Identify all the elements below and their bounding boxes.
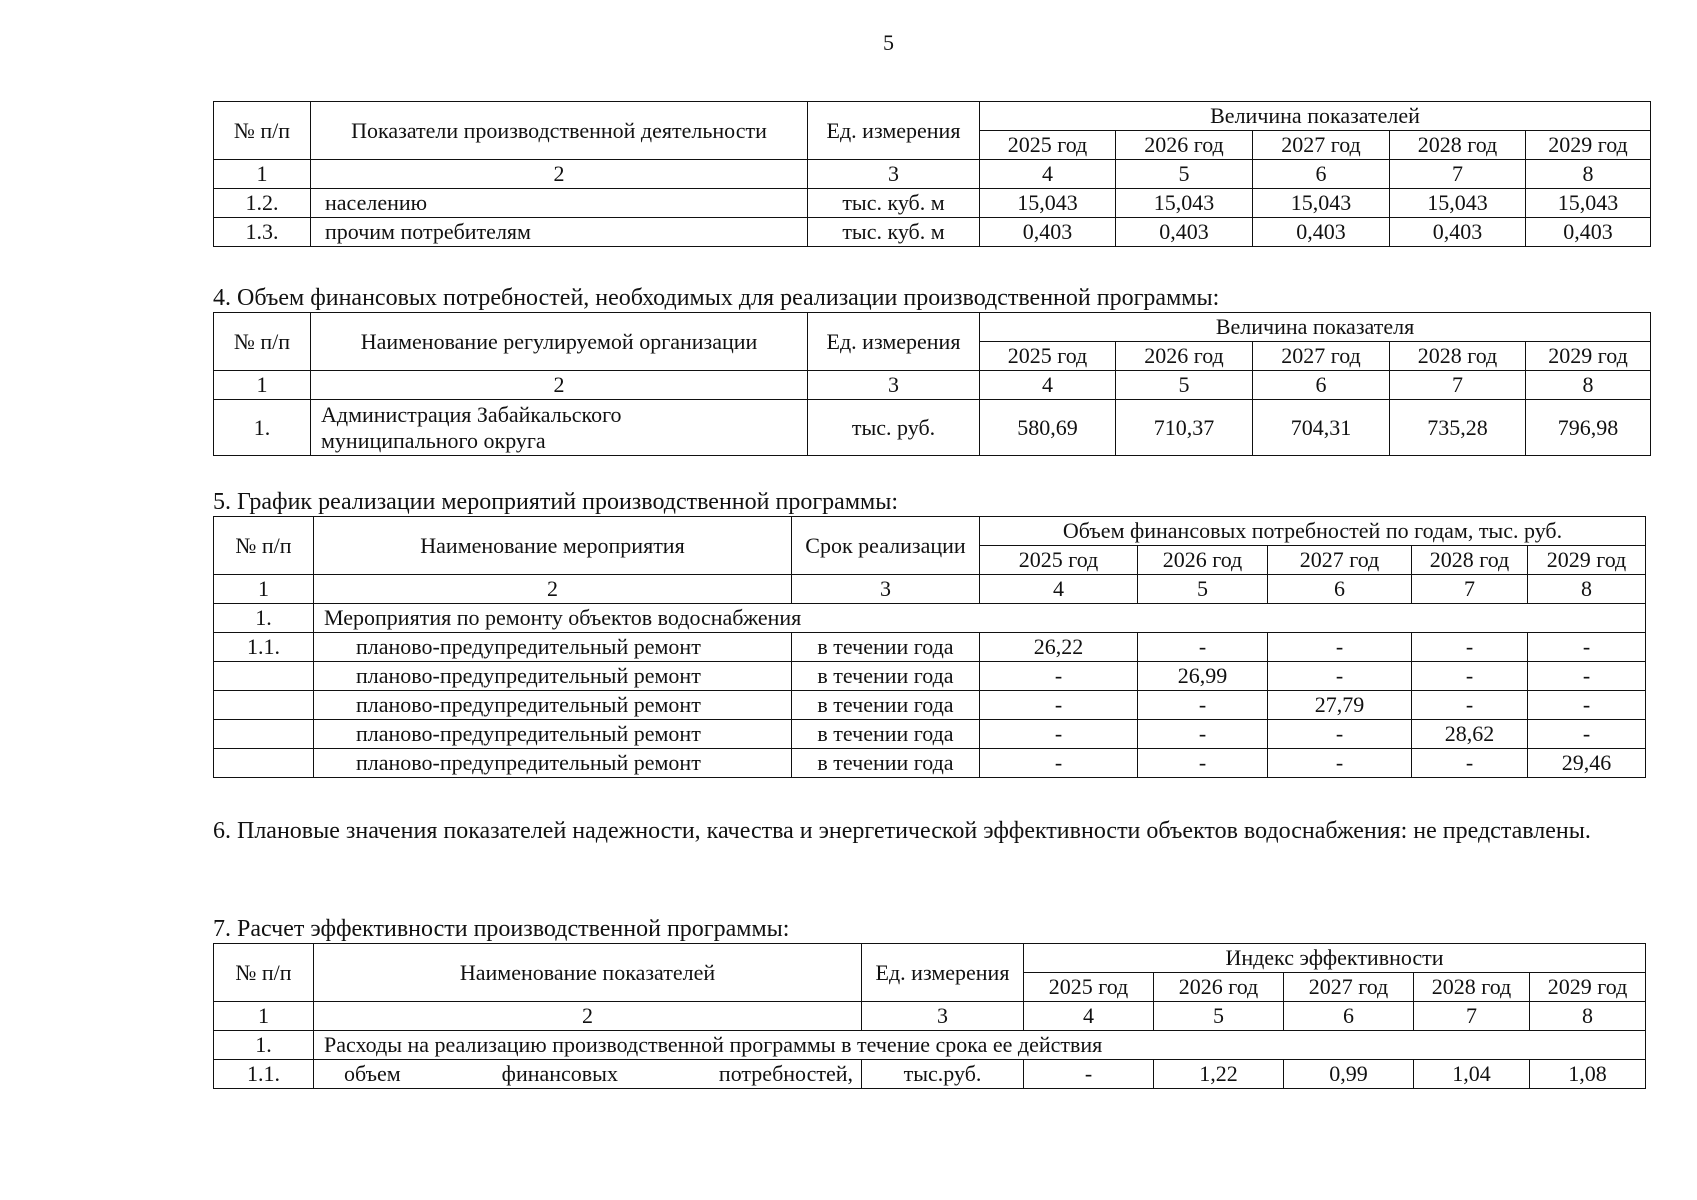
row-name: населению bbox=[311, 189, 808, 218]
row-value: - bbox=[1268, 720, 1412, 749]
header-num: № п/п bbox=[214, 944, 314, 1002]
row-value: 15,043 bbox=[1253, 189, 1390, 218]
col-number: 1 bbox=[214, 575, 314, 604]
col-number: 4 bbox=[980, 371, 1116, 400]
col-number: 1 bbox=[214, 160, 311, 189]
row-value: - bbox=[1412, 662, 1528, 691]
table-row bbox=[214, 749, 1646, 778]
header-unit: Ед. измерения bbox=[808, 102, 980, 160]
header-year: 2026 год bbox=[1116, 131, 1253, 160]
header-name: Показатели производственной деятельности bbox=[311, 102, 808, 160]
header-unit: Ед. измерения bbox=[862, 944, 1024, 1002]
row-value: - bbox=[1024, 1060, 1154, 1089]
table-row bbox=[214, 720, 1646, 749]
production-indicators-table bbox=[213, 101, 1651, 247]
col-number: 5 bbox=[1154, 1002, 1284, 1031]
table-row bbox=[214, 1060, 1646, 1089]
col-number: 7 bbox=[1412, 575, 1528, 604]
header-num: № п/п bbox=[214, 313, 311, 371]
row-unit: тыс.руб. bbox=[862, 1060, 1024, 1089]
row-value: 29,46 bbox=[1528, 749, 1646, 778]
section-7-title: 7. Расчет эффективности производственной программы: bbox=[213, 916, 790, 942]
header-year: 2029 год bbox=[1526, 131, 1651, 160]
col-number: 5 bbox=[1138, 575, 1268, 604]
row-value: 28,62 bbox=[1412, 720, 1528, 749]
row-value: 26,99 bbox=[1138, 662, 1268, 691]
row-value: 796,98 bbox=[1526, 400, 1651, 456]
row-value: 0,403 bbox=[1116, 218, 1253, 247]
row-value: 0,99 bbox=[1284, 1060, 1414, 1089]
financial-needs-table bbox=[213, 312, 1651, 456]
row-value: - bbox=[1138, 720, 1268, 749]
row-unit: тыс. куб. м bbox=[808, 189, 980, 218]
table-row bbox=[214, 633, 1646, 662]
row-value: - bbox=[1138, 691, 1268, 720]
header-year: 2029 год bbox=[1530, 973, 1646, 1002]
header-year: 2027 год bbox=[1253, 131, 1390, 160]
row-term: в течении года bbox=[792, 691, 980, 720]
row-value: - bbox=[980, 720, 1138, 749]
row-num: 1. bbox=[214, 400, 311, 456]
row-name: Администрация Забайкальского муниципального округа bbox=[311, 400, 808, 456]
row-name: планово-предупредительный ремонт bbox=[314, 691, 792, 720]
column-numbers-row bbox=[214, 371, 1651, 400]
row-term: в течении года bbox=[792, 720, 980, 749]
row-value: - bbox=[1412, 749, 1528, 778]
row-value: 26,22 bbox=[980, 633, 1138, 662]
activities-schedule-table bbox=[213, 516, 1646, 778]
column-numbers-row bbox=[214, 160, 1651, 189]
col-number: 7 bbox=[1390, 371, 1526, 400]
row-value: 704,31 bbox=[1253, 400, 1390, 456]
row-value: - bbox=[1138, 633, 1268, 662]
efficiency-table bbox=[213, 943, 1646, 1089]
header-year: 2028 год bbox=[1390, 342, 1526, 371]
header-year: 2028 год bbox=[1414, 973, 1530, 1002]
col-number: 7 bbox=[1390, 160, 1526, 189]
header-year: 2025 год bbox=[980, 546, 1138, 575]
col-number: 2 bbox=[314, 575, 792, 604]
row-name: прочим потребителям bbox=[311, 218, 808, 247]
row-value: 710,37 bbox=[1116, 400, 1253, 456]
row-unit: тыс. куб. м bbox=[808, 218, 980, 247]
header-year: 2026 год bbox=[1116, 342, 1253, 371]
header-name: Наименование показателей bbox=[314, 944, 862, 1002]
col-number: 5 bbox=[1116, 371, 1253, 400]
row-unit: тыс. руб. bbox=[808, 400, 980, 456]
row-value: 0,403 bbox=[1390, 218, 1526, 247]
row-value: 580,69 bbox=[980, 400, 1116, 456]
header-group: Величина показателей bbox=[980, 102, 1651, 131]
col-number: 6 bbox=[1253, 371, 1390, 400]
row-value: - bbox=[1412, 633, 1528, 662]
row-value: 1,04 bbox=[1414, 1060, 1530, 1089]
col-number: 3 bbox=[808, 371, 980, 400]
table-row bbox=[214, 189, 1651, 218]
row-name: планово-предупредительный ремонт bbox=[314, 662, 792, 691]
row-value: 15,043 bbox=[980, 189, 1116, 218]
col-number: 5 bbox=[1116, 160, 1253, 189]
col-number: 8 bbox=[1528, 575, 1646, 604]
row-value: - bbox=[1528, 720, 1646, 749]
section-5-title: 5. График реализации мероприятий производственной программы: bbox=[213, 489, 898, 515]
col-number: 2 bbox=[314, 1002, 862, 1031]
row-value: - bbox=[1528, 691, 1646, 720]
column-numbers-row bbox=[214, 1002, 1646, 1031]
table-row bbox=[214, 218, 1651, 247]
row-num: 1.2. bbox=[214, 189, 311, 218]
column-numbers-row bbox=[214, 575, 1646, 604]
row-term: в течении года bbox=[792, 749, 980, 778]
header-num: № п/п bbox=[214, 102, 311, 160]
col-number: 3 bbox=[792, 575, 980, 604]
row-value: - bbox=[980, 662, 1138, 691]
col-number: 6 bbox=[1268, 575, 1412, 604]
header-group: Величина показателя bbox=[980, 313, 1651, 342]
header-year: 2026 год bbox=[1138, 546, 1268, 575]
header-year: 2026 год bbox=[1154, 973, 1284, 1002]
row-name: объем финансовых потребностей, bbox=[314, 1060, 862, 1089]
row-value: 15,043 bbox=[1390, 189, 1526, 218]
row-value: - bbox=[1138, 749, 1268, 778]
header-year: 2028 год bbox=[1390, 131, 1526, 160]
row-value: - bbox=[1528, 633, 1646, 662]
group-row-name: Мероприятия по ремонту объектов водоснабжения bbox=[314, 604, 1646, 633]
col-number: 2 bbox=[311, 371, 808, 400]
row-value: 0,403 bbox=[1253, 218, 1390, 247]
table-row bbox=[214, 400, 1651, 456]
header-year: 2029 год bbox=[1526, 342, 1651, 371]
row-num: 1. bbox=[214, 1031, 314, 1060]
row-value: 15,043 bbox=[1116, 189, 1253, 218]
row-name: планово-предупредительный ремонт bbox=[314, 633, 792, 662]
header-year: 2028 год bbox=[1412, 546, 1528, 575]
header-unit: Ед. измерения bbox=[808, 313, 980, 371]
col-number: 4 bbox=[1024, 1002, 1154, 1031]
row-value: - bbox=[1412, 691, 1528, 720]
header-year: 2025 год bbox=[980, 342, 1116, 371]
col-number: 3 bbox=[862, 1002, 1024, 1031]
row-num: 1.1. bbox=[214, 1060, 314, 1089]
row-num: 1. bbox=[214, 604, 314, 633]
col-number: 7 bbox=[1414, 1002, 1530, 1031]
col-number: 8 bbox=[1526, 371, 1651, 400]
header-year: 2029 год bbox=[1528, 546, 1646, 575]
col-number: 3 bbox=[808, 160, 980, 189]
row-value: 15,043 bbox=[1526, 189, 1651, 218]
row-num bbox=[214, 749, 314, 778]
row-value: 27,79 bbox=[1268, 691, 1412, 720]
header-name: Наименование мероприятия bbox=[314, 517, 792, 575]
col-number: 2 bbox=[311, 160, 808, 189]
row-value: 735,28 bbox=[1390, 400, 1526, 456]
row-num bbox=[214, 691, 314, 720]
row-value: 0,403 bbox=[1526, 218, 1651, 247]
header-group: Объем финансовых потребностей по годам, тыс. руб. bbox=[980, 517, 1646, 546]
row-value: 1,22 bbox=[1154, 1060, 1284, 1089]
table-row bbox=[214, 691, 1646, 720]
row-value: - bbox=[980, 749, 1138, 778]
col-number: 6 bbox=[1284, 1002, 1414, 1031]
row-value: - bbox=[1528, 662, 1646, 691]
row-value: - bbox=[980, 691, 1138, 720]
col-number: 4 bbox=[980, 575, 1138, 604]
row-value: 0,403 bbox=[980, 218, 1116, 247]
row-num bbox=[214, 662, 314, 691]
header-group: Индекс эффективности bbox=[1024, 944, 1646, 973]
col-number: 8 bbox=[1526, 160, 1651, 189]
col-number: 6 bbox=[1253, 160, 1390, 189]
section-6-text: 6. Плановые значения показателей надежности, качества и энергетической эффективности объектов водоснабжения: не представлены. bbox=[213, 818, 1591, 844]
header-year: 2025 год bbox=[980, 131, 1116, 160]
row-value: - bbox=[1268, 662, 1412, 691]
row-term: в течении года bbox=[792, 662, 980, 691]
row-value: 1,08 bbox=[1530, 1060, 1646, 1089]
col-number: 4 bbox=[980, 160, 1116, 189]
header-term: Срок реализации bbox=[792, 517, 980, 575]
group-row bbox=[214, 604, 1646, 633]
row-term: в течении года bbox=[792, 633, 980, 662]
header-year: 2027 год bbox=[1253, 342, 1390, 371]
row-value: - bbox=[1268, 749, 1412, 778]
row-num bbox=[214, 720, 314, 749]
col-number: 1 bbox=[214, 1002, 314, 1031]
header-year: 2025 год bbox=[1024, 973, 1154, 1002]
row-name: планово-предупредительный ремонт bbox=[314, 749, 792, 778]
row-name: планово-предупредительный ремонт bbox=[314, 720, 792, 749]
col-number: 8 bbox=[1530, 1002, 1646, 1031]
col-number: 1 bbox=[214, 371, 311, 400]
page-number: 5 bbox=[883, 30, 894, 55]
row-num: 1.3. bbox=[214, 218, 311, 247]
group-row bbox=[214, 1031, 1646, 1060]
section-4-title: 4. Объем финансовых потребностей, необходимых для реализации производственной программы: bbox=[213, 285, 1220, 311]
table-row bbox=[214, 662, 1646, 691]
row-num: 1.1. bbox=[214, 633, 314, 662]
header-year: 2027 год bbox=[1284, 973, 1414, 1002]
header-year: 2027 год bbox=[1268, 546, 1412, 575]
header-name: Наименование регулируемой организации bbox=[311, 313, 808, 371]
group-row-name: Расходы на реализацию производственной программы в течение срока ее действия bbox=[314, 1031, 1646, 1060]
row-value: - bbox=[1268, 633, 1412, 662]
header-num: № п/п bbox=[214, 517, 314, 575]
